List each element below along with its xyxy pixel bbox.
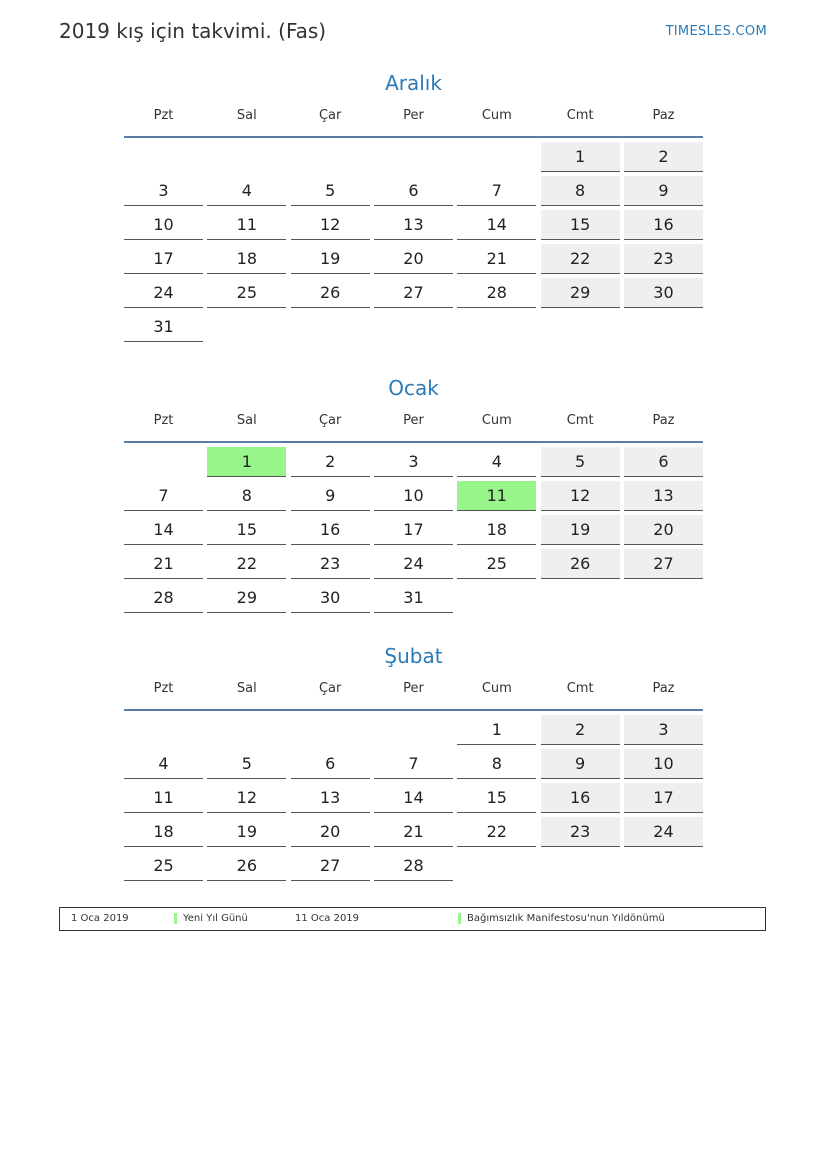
day-cell[interactable]: 1 bbox=[541, 142, 620, 172]
legend-date: 1 Oca 2019 bbox=[71, 913, 129, 924]
day-cell[interactable]: 27 bbox=[374, 278, 453, 308]
day-cell[interactable]: 14 bbox=[457, 210, 536, 240]
day-cell[interactable]: 15 bbox=[207, 515, 286, 545]
day-cell[interactable]: 24 bbox=[124, 278, 203, 308]
day-cell[interactable]: 24 bbox=[374, 549, 453, 579]
day-cell[interactable]: 19 bbox=[207, 817, 286, 847]
day-cell[interactable]: 7 bbox=[457, 176, 536, 206]
weekday-label: Sal bbox=[236, 681, 257, 696]
legend-date: 11 Oca 2019 bbox=[295, 913, 360, 924]
day-cell[interactable]: 6 bbox=[291, 749, 370, 779]
weekday-label: Paz bbox=[652, 413, 675, 428]
day-cell[interactable]: 8 bbox=[457, 749, 536, 779]
day-cell[interactable]: 5 bbox=[541, 447, 620, 477]
day-cell[interactable]: 20 bbox=[291, 817, 370, 847]
day-cell[interactable]: 26 bbox=[541, 549, 620, 579]
day-cell[interactable]: 18 bbox=[457, 515, 536, 545]
day-cell[interactable]: 9 bbox=[291, 481, 370, 511]
day-grid bbox=[124, 142, 703, 342]
day-cell[interactable]: 2 bbox=[291, 447, 370, 477]
empty-cell bbox=[124, 142, 203, 172]
day-cell[interactable]: 23 bbox=[541, 817, 620, 847]
weekday-label: Per bbox=[403, 413, 424, 428]
brand-link[interactable]: TIMESLES.COM bbox=[665, 24, 767, 39]
day-cell[interactable]: 12 bbox=[207, 783, 286, 813]
day-cell[interactable]: 25 bbox=[124, 851, 203, 881]
empty-cell bbox=[207, 142, 286, 172]
day-cell[interactable]: 10 bbox=[624, 749, 703, 779]
day-cell[interactable]: 10 bbox=[124, 210, 203, 240]
day-cell[interactable]: 7 bbox=[124, 481, 203, 511]
day-cell[interactable]: 10 bbox=[374, 481, 453, 511]
weekday-label: Sal bbox=[236, 413, 257, 428]
day-cell[interactable]: 16 bbox=[624, 210, 703, 240]
weekday-label: Sal bbox=[236, 108, 257, 123]
legend-holiday-name: Yeni Yıl Günü bbox=[174, 913, 248, 924]
empty-cell bbox=[457, 142, 536, 172]
day-cell[interactable]: 22 bbox=[541, 244, 620, 274]
day-cell[interactable]: 31 bbox=[374, 583, 453, 613]
day-cell[interactable]: 25 bbox=[457, 549, 536, 579]
weekday-label: Cum bbox=[481, 108, 512, 123]
day-cell[interactable]: 29 bbox=[541, 278, 620, 308]
day-cell[interactable]: 4 bbox=[207, 176, 286, 206]
day-cell[interactable]: 5 bbox=[291, 176, 370, 206]
day-cell[interactable]: 18 bbox=[124, 817, 203, 847]
month-title: Ocak bbox=[388, 376, 439, 400]
weekday-label: Cmt bbox=[566, 108, 594, 123]
day-cell[interactable]: 14 bbox=[124, 515, 203, 545]
holiday-legend bbox=[59, 907, 766, 931]
day-cell[interactable]: 28 bbox=[457, 278, 536, 308]
day-cell[interactable]: 25 bbox=[207, 278, 286, 308]
weekday-header bbox=[124, 411, 703, 443]
weekday-label: Cum bbox=[481, 681, 512, 696]
empty-cell bbox=[124, 447, 203, 477]
legend-holiday-name: Bağımsızlık Manifestosu'nun Yıldönümü bbox=[458, 913, 665, 924]
day-cell[interactable]: 21 bbox=[374, 817, 453, 847]
day-cell[interactable]: 23 bbox=[624, 244, 703, 274]
empty-cell bbox=[124, 715, 203, 745]
day-cell[interactable]: 4 bbox=[457, 447, 536, 477]
day-cell[interactable]: 27 bbox=[624, 549, 703, 579]
weekday-header bbox=[124, 679, 703, 711]
weekday-label: Pzt bbox=[153, 413, 174, 428]
month-february bbox=[124, 642, 703, 881]
day-cell[interactable]: 26 bbox=[291, 278, 370, 308]
day-cell[interactable]: 16 bbox=[541, 783, 620, 813]
day-cell[interactable]: 9 bbox=[541, 749, 620, 779]
day-cell[interactable]: 9 bbox=[624, 176, 703, 206]
day-cell[interactable]: 30 bbox=[624, 278, 703, 308]
day-cell[interactable]: 6 bbox=[374, 176, 453, 206]
day-cell[interactable]: 22 bbox=[207, 549, 286, 579]
month-january bbox=[124, 374, 703, 613]
weekday-label: Pzt bbox=[153, 681, 174, 696]
weekday-label: Cmt bbox=[566, 413, 594, 428]
day-cell[interactable]: 1 bbox=[457, 715, 536, 745]
month-title: Şubat bbox=[384, 644, 443, 668]
day-cell[interactable]: 8 bbox=[541, 176, 620, 206]
day-cell[interactable]: 17 bbox=[124, 244, 203, 274]
day-cell[interactable]: 30 bbox=[291, 583, 370, 613]
month-title: Aralık bbox=[385, 71, 442, 95]
weekday-label: Çar bbox=[318, 681, 342, 696]
day-cell[interactable]: 13 bbox=[624, 481, 703, 511]
day-cell[interactable]: 6 bbox=[624, 447, 703, 477]
day-cell[interactable]: 3 bbox=[624, 715, 703, 745]
day-cell[interactable]: 19 bbox=[291, 244, 370, 274]
day-cell[interactable]: 21 bbox=[124, 549, 203, 579]
day-cell[interactable]: 5 bbox=[207, 749, 286, 779]
weekday-label: Pzt bbox=[153, 108, 174, 123]
day-grid bbox=[124, 447, 703, 613]
day-cell[interactable]: 11 bbox=[207, 210, 286, 240]
day-cell[interactable]: 13 bbox=[291, 783, 370, 813]
day-cell[interactable]: 19 bbox=[541, 515, 620, 545]
page-title: 2019 kış için takvimi. (Fas) bbox=[59, 19, 327, 43]
weekday-label: Per bbox=[403, 108, 424, 123]
day-cell[interactable]: 24 bbox=[624, 817, 703, 847]
day-cell[interactable]: 3 bbox=[374, 447, 453, 477]
day-cell[interactable]: 15 bbox=[457, 783, 536, 813]
weekday-header bbox=[124, 106, 703, 138]
day-cell[interactable]: 29 bbox=[207, 583, 286, 613]
empty-cell bbox=[374, 715, 453, 745]
day-cell[interactable]: 14 bbox=[374, 783, 453, 813]
empty-cell bbox=[374, 142, 453, 172]
empty-cell bbox=[291, 715, 370, 745]
day-cell[interactable]: 28 bbox=[374, 851, 453, 881]
day-cell[interactable]: 2 bbox=[624, 142, 703, 172]
month-december bbox=[124, 69, 703, 342]
day-cell[interactable]: 20 bbox=[624, 515, 703, 545]
empty-cell bbox=[207, 715, 286, 745]
holiday-day-cell[interactable]: 1 bbox=[207, 447, 286, 477]
day-grid bbox=[124, 715, 703, 881]
day-cell[interactable]: 12 bbox=[541, 481, 620, 511]
day-cell[interactable]: 18 bbox=[207, 244, 286, 274]
day-cell[interactable]: 7 bbox=[374, 749, 453, 779]
day-cell[interactable]: 17 bbox=[374, 515, 453, 545]
weekday-label: Paz bbox=[652, 108, 675, 123]
weekday-label: Cum bbox=[481, 413, 512, 428]
day-cell[interactable]: 31 bbox=[124, 312, 203, 342]
day-cell[interactable]: 11 bbox=[124, 783, 203, 813]
day-cell[interactable]: 17 bbox=[624, 783, 703, 813]
day-cell[interactable]: 3 bbox=[124, 176, 203, 206]
day-cell[interactable]: 8 bbox=[207, 481, 286, 511]
day-cell[interactable]: 15 bbox=[541, 210, 620, 240]
weekday-label: Cmt bbox=[566, 681, 594, 696]
day-cell[interactable]: 12 bbox=[291, 210, 370, 240]
weekday-label: Çar bbox=[318, 413, 342, 428]
empty-cell bbox=[291, 142, 370, 172]
weekday-label: Paz bbox=[652, 681, 675, 696]
day-cell[interactable]: 27 bbox=[291, 851, 370, 881]
day-cell[interactable]: 13 bbox=[374, 210, 453, 240]
day-cell[interactable]: 16 bbox=[291, 515, 370, 545]
day-cell[interactable]: 4 bbox=[124, 749, 203, 779]
weekday-label: Per bbox=[403, 681, 424, 696]
holiday-day-cell[interactable]: 11 bbox=[457, 481, 536, 511]
day-cell[interactable]: 20 bbox=[374, 244, 453, 274]
day-cell[interactable]: 28 bbox=[124, 583, 203, 613]
day-cell[interactable]: 22 bbox=[457, 817, 536, 847]
day-cell[interactable]: 21 bbox=[457, 244, 536, 274]
weekday-label: Çar bbox=[318, 108, 342, 123]
day-cell[interactable]: 23 bbox=[291, 549, 370, 579]
day-cell[interactable]: 26 bbox=[207, 851, 286, 881]
day-cell[interactable]: 2 bbox=[541, 715, 620, 745]
